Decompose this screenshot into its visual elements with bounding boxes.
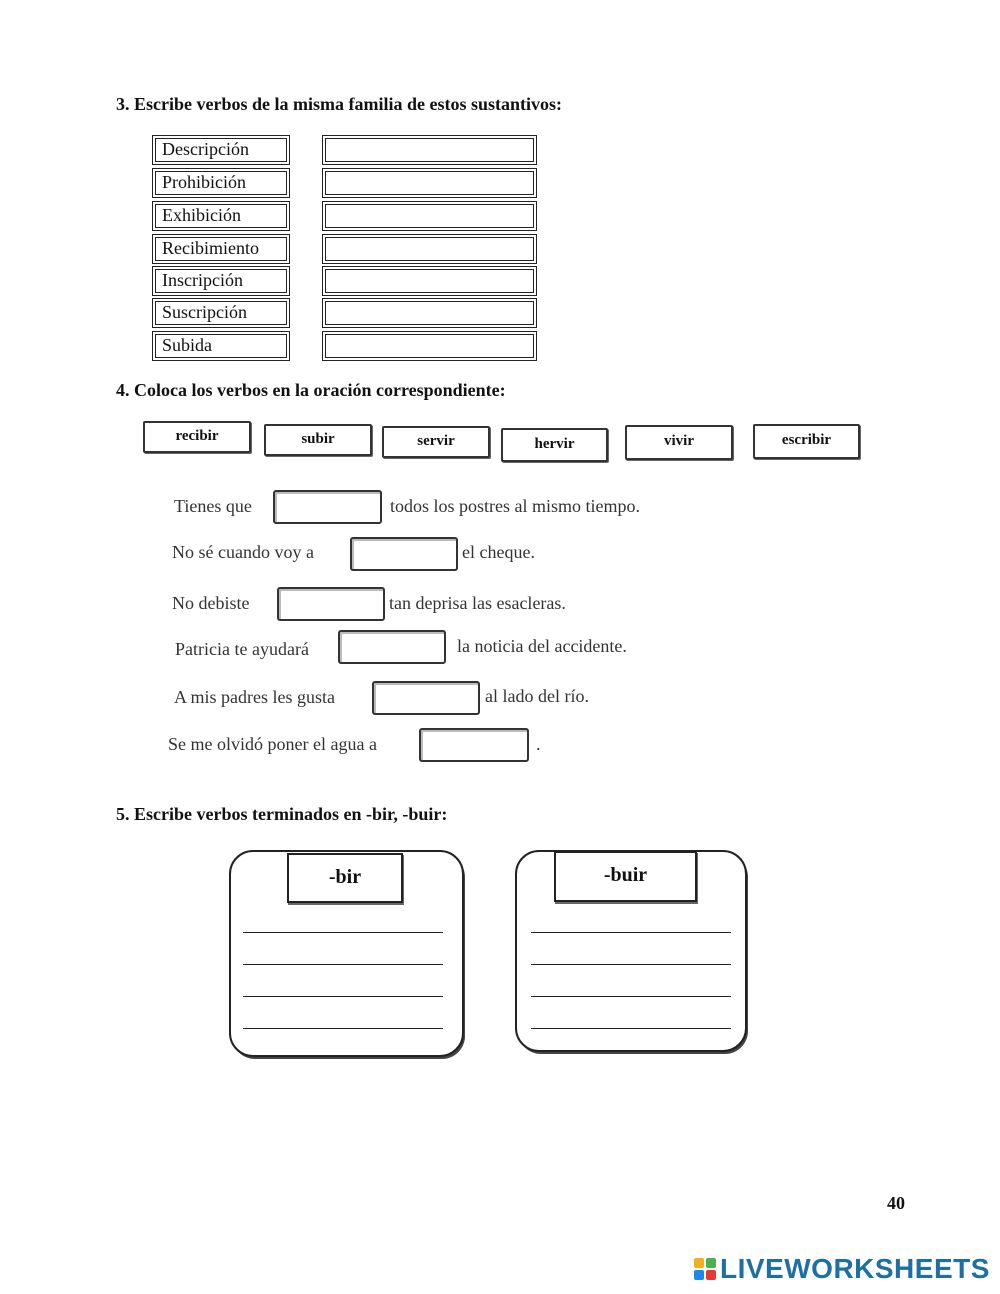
sentence-after: tan deprisa las esacleras. xyxy=(389,593,566,613)
page-number: 40 xyxy=(887,1193,905,1213)
exercise4-heading: 4. Coloca los verbos en la oración correspondiente: xyxy=(116,380,506,400)
noun-cell: Inscripción xyxy=(152,266,290,296)
verb-chip-escribir[interactable]: escribir xyxy=(753,424,860,459)
sentence-blank[interactable] xyxy=(277,587,385,621)
noun-cell: Descripción xyxy=(152,135,290,165)
verb-answer-field[interactable] xyxy=(322,168,537,198)
verb-answer-field[interactable] xyxy=(322,331,537,361)
verb-chip-servir[interactable]: servir xyxy=(382,426,490,458)
sentence-after: la noticia del accidente. xyxy=(457,636,627,656)
buir-write-line[interactable] xyxy=(531,996,731,997)
verb-chip-hervir[interactable]: hervir xyxy=(501,428,608,462)
bir-write-line[interactable] xyxy=(243,1028,443,1029)
bir-card-title: -bir xyxy=(287,853,403,903)
logo-square xyxy=(706,1258,716,1268)
verb-chip-recibir[interactable]: recibir xyxy=(143,421,251,453)
bir-write-line[interactable] xyxy=(243,932,443,933)
buir-card-title: -buir xyxy=(554,851,697,902)
verb-answer-field[interactable] xyxy=(322,201,537,231)
logo-mark-icon xyxy=(694,1258,716,1280)
verb-chip-subir[interactable]: subir xyxy=(264,424,372,456)
liveworksheets-logo xyxy=(694,1254,990,1284)
sentence-after: el cheque. xyxy=(462,542,535,562)
sentence-after: todos los postres al mismo tiempo. xyxy=(390,496,640,516)
noun-cell: Prohibición xyxy=(152,168,290,198)
sentence-blank[interactable] xyxy=(350,537,458,571)
sentence-before: Patricia te ayudará xyxy=(175,639,309,659)
verb-answer-field[interactable] xyxy=(322,298,537,328)
sentence-before: No sé cuando voy a xyxy=(172,542,314,562)
bir-write-line[interactable] xyxy=(243,996,443,997)
buir-write-line[interactable] xyxy=(531,1028,731,1029)
sentence-blank[interactable] xyxy=(372,681,480,715)
sentence-blank[interactable] xyxy=(273,490,382,524)
verb-answer-field[interactable] xyxy=(322,266,537,296)
sentence-before: Tienes que xyxy=(174,496,252,516)
buir-write-line[interactable] xyxy=(531,964,731,965)
verb-answer-field[interactable] xyxy=(322,234,537,264)
sentence-after: al lado del río. xyxy=(485,686,589,706)
noun-cell: Suscripción xyxy=(152,298,290,328)
verb-chip-vivir[interactable]: vivir xyxy=(625,425,733,460)
verb-answer-field[interactable] xyxy=(322,135,537,165)
logo-text: LIVEWORKSHEETS xyxy=(720,1253,990,1284)
sentence-blank[interactable] xyxy=(419,728,529,762)
sentence-before: No debiste xyxy=(172,593,250,613)
sentence-before: Se me olvidó poner el agua a xyxy=(168,734,377,754)
noun-cell: Subida xyxy=(152,331,290,361)
bir-write-line[interactable] xyxy=(243,964,443,965)
buir-write-line[interactable] xyxy=(531,932,731,933)
exercise3-heading: 3. Escribe verbos de la misma familia de estos sustantivos: xyxy=(116,94,562,114)
logo-square xyxy=(694,1258,704,1268)
logo-square xyxy=(694,1270,704,1280)
sentence-before: A mis padres les gusta xyxy=(174,687,335,707)
exercise5-heading: 5. Escribe verbos terminados en -bir, -buir: xyxy=(116,804,448,824)
noun-cell: Recibimiento xyxy=(152,234,290,264)
noun-cell: Exhibición xyxy=(152,201,290,231)
sentence-after: . xyxy=(536,734,541,754)
sentence-blank[interactable] xyxy=(338,630,446,664)
logo-square xyxy=(706,1270,716,1280)
